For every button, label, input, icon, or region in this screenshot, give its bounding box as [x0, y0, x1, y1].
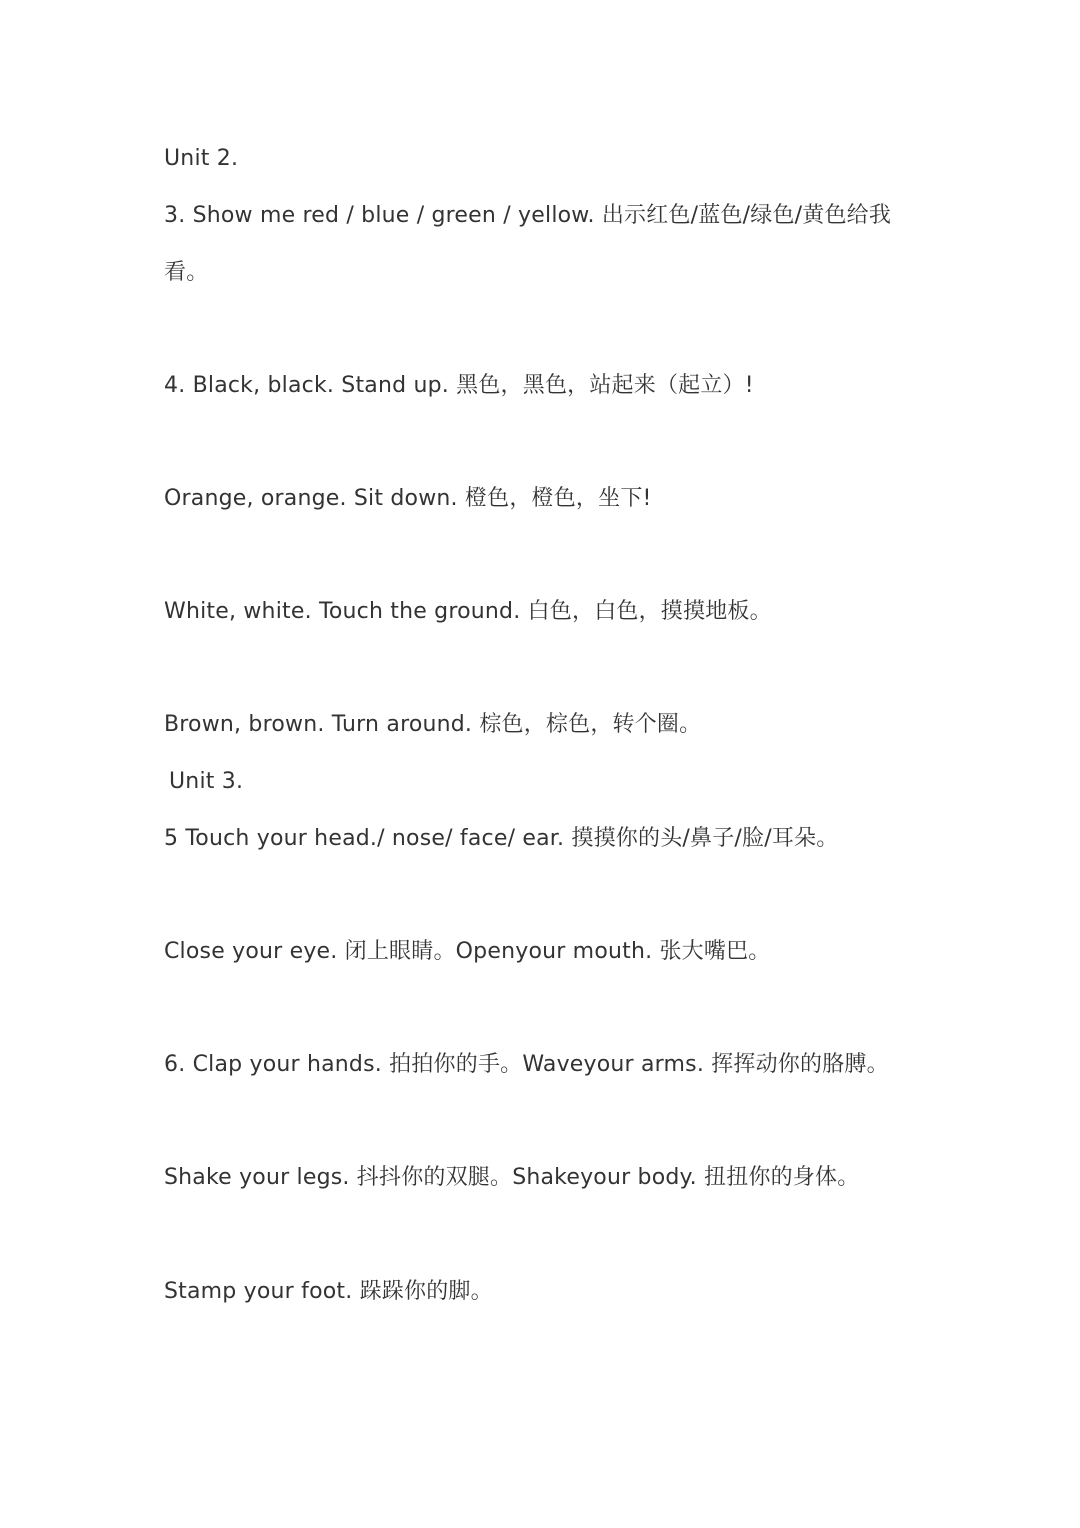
unit-2-line-4: 4. Black, black. Stand up. 黑色，黑色，站起来（起立）! — [164, 373, 754, 398]
unit-2-line-3: 3. Show me red / blue / green / yellow. 出示红色/蓝色/绿色/黄色给我看。 — [164, 203, 892, 285]
unit-2-line-white: White, white. Touch the ground. 白色，白色，摸摸地板。 — [164, 599, 772, 624]
unit-2-heading: Unit 2. — [164, 146, 239, 171]
unit-3-line-stamp: Stamp your foot. 跺跺你的脚。 — [164, 1279, 493, 1304]
unit-3-line-5: 5 Touch your head./ nose/ face/ ear. 摸摸你的头/鼻子/脸/耳朵。 — [164, 826, 839, 851]
unit-3-heading: Unit 3. — [169, 769, 244, 794]
unit-3-line-shake: Shake your legs. 抖抖你的双腿。Shakeyour body. 扭扭你的身体。 — [164, 1165, 860, 1190]
unit-2-line-brown: Brown, brown. Turn around. 棕色，棕色，转个圈。 — [164, 712, 702, 737]
unit-3-line-6: 6. Clap your hands. 拍拍你的手。Waveyour arms. 挥挥动你的胳膊。 — [164, 1052, 889, 1077]
unit-2-line-orange: Orange, orange. Sit down. 橙色，橙色，坐下! — [164, 486, 652, 511]
unit-3-line-close-eye: Close your eye. 闭上眼睛。Openyour mouth. 张大嘴巴。 — [164, 939, 771, 964]
